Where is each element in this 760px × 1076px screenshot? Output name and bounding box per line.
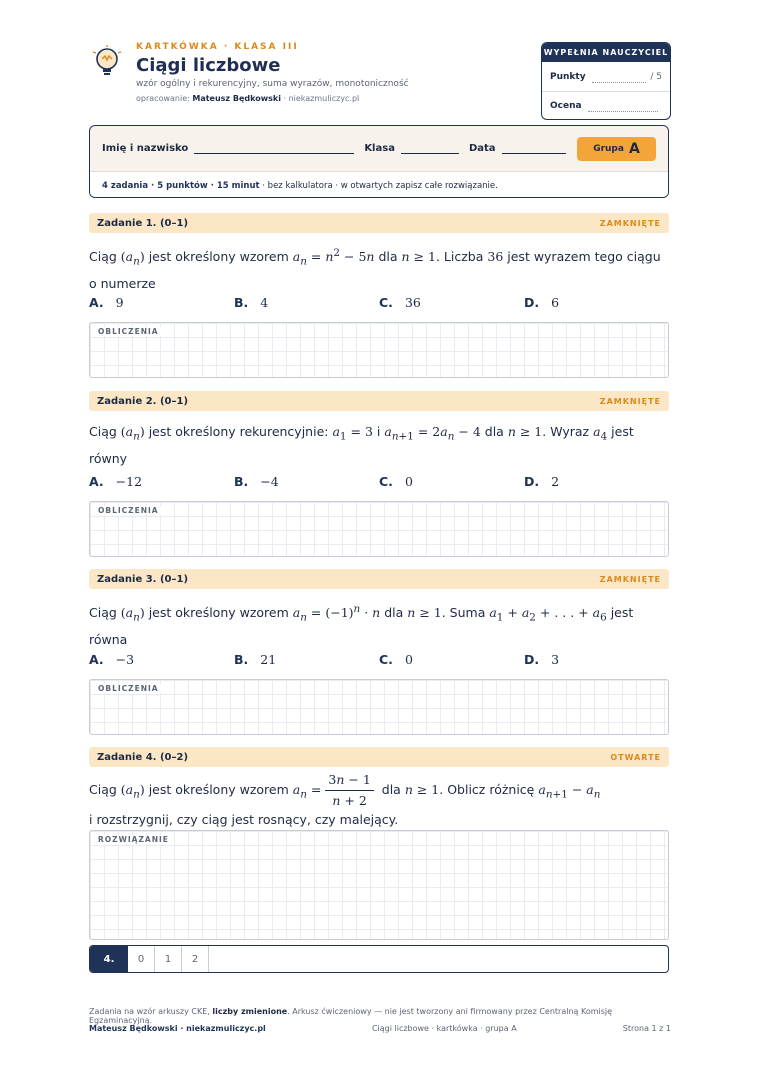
work-area-label: OBLICZENIA (98, 684, 159, 693)
points-row[interactable] (542, 62, 670, 91)
footer-note: Zadania na wzór arkuszy CKE, liczby zmienione. Arkusz ćwiczeniowy — nie jest tworzony ani firmowany przez Centralną Komisję Egzaminacyjną. (89, 1007, 613, 1025)
task-4-type: OTWARTE (610, 752, 661, 762)
byline (136, 94, 526, 103)
answer-option[interactable]: A. −3 (89, 652, 135, 667)
group-letter: A (628, 140, 640, 157)
task-3-title: Zadanie 3. (0–1) (97, 573, 189, 585)
site: · niekazmuliczyc.pl (283, 94, 360, 103)
task-3-work-area[interactable] (89, 679, 669, 735)
fraction: $\frac{3n - 1}{n + 2}$ (325, 772, 373, 809)
byline-prefix: opracowanie: (136, 94, 190, 103)
score-cell[interactable]: 1 (155, 946, 182, 972)
class-field[interactable] (401, 144, 459, 154)
grade-row[interactable] (542, 91, 670, 120)
class-label: Klasa (364, 143, 395, 154)
kicker: KARTKÓWKA · KLASA III (136, 42, 299, 52)
teacher-box-title: WYPEŁNIA NAUCZYCIEL (542, 43, 670, 62)
footer (89, 1024, 671, 1033)
task-3-answers (89, 652, 669, 667)
task-2-work-area[interactable] (89, 501, 669, 557)
header (136, 42, 526, 103)
score-cell[interactable]: 2 (182, 946, 209, 972)
answer-option[interactable]: A. 9 (89, 295, 124, 310)
task-2-stem: Ciąg $(a_n)$ jest określony rekurencyjnie: $a_1 = 3$ i $a_{n+1} = 2a_n - 4$ dla n ≥ 1. Wyraz $a_4$ jest równy (89, 424, 634, 466)
answer-option[interactable]: C. 36 (379, 295, 421, 310)
task-4-work-area[interactable] (89, 830, 669, 940)
date-label: Data (468, 143, 496, 154)
test-info-rest: · bez kalkulatora · w otwartych zapisz całe rozwiązanie. (262, 180, 498, 191)
answer-option[interactable]: C. 0 (379, 652, 413, 667)
footer-brand: Mateusz Będkowski · niekazmuliczyc.pl (89, 1024, 266, 1033)
task-1-header (89, 213, 669, 233)
date-field[interactable] (502, 144, 566, 154)
answer-option[interactable]: B. −4 (234, 474, 279, 489)
footer-center: Ciągi liczbowe · kartkówka · grupa A (371, 1024, 517, 1033)
author: Mateusz Będkowski (192, 94, 281, 103)
answer-option[interactable]: A. −12 (89, 474, 143, 489)
score-row (89, 945, 669, 973)
score-cell[interactable]: 0 (128, 946, 155, 972)
answer-option[interactable]: B. 4 (234, 295, 269, 310)
page-title: Ciągi liczbowe (136, 55, 281, 76)
points-label: Punkty (550, 71, 586, 82)
task-2-title: Zadanie 2. (0–1) (97, 395, 189, 407)
task-1-title: Zadanie 1. (0–1) (97, 217, 189, 229)
grade-field[interactable] (588, 104, 658, 112)
answer-option[interactable]: D. 2 (524, 474, 560, 489)
work-area-label: OBLICZENIA (98, 506, 159, 515)
score-task-label: 4. (90, 946, 128, 972)
student-box (89, 125, 669, 198)
task-3-stem: Ciąg $(a_n)$ jest określony wzorem $a_n = (-1)^n \cdot n$ dla n ≥ 1. Suma $a_1 + a_2$ + . . . + $a_6$ jest równa (89, 603, 634, 647)
task-2-type: ZAMKNIĘTE (599, 396, 661, 406)
work-area-label: ROZWIĄZANIE (98, 835, 169, 844)
subtitle: wzór ogólny i rekurencyjny, suma wyrazów, monotoniczność (136, 79, 409, 89)
test-info-bold: 4 zadania · 5 punktów · 15 minut (102, 180, 260, 191)
task-1-answers (89, 295, 669, 310)
name-label: Imię i nazwisko (102, 143, 189, 154)
answer-option[interactable]: D. 3 (524, 652, 560, 667)
answer-option[interactable]: B. 21 (234, 652, 277, 667)
group-label: Grupa (593, 143, 624, 154)
task-4-title: Zadanie 4. (0–2) (97, 751, 189, 763)
task-3-header (89, 569, 669, 589)
task-2-header (89, 391, 669, 411)
points-max: / 5 (650, 71, 662, 82)
page-number: Strona 1 z 1 (622, 1024, 671, 1033)
task-1-work-area[interactable] (89, 322, 669, 378)
points-field[interactable] (592, 75, 647, 83)
teacher-box (541, 42, 671, 120)
task-3-type: ZAMKNIĘTE (599, 574, 661, 584)
task-2-answers (89, 474, 669, 489)
task-4-header (89, 747, 669, 767)
task-4-stem: Ciąg $(a_n)$ jest określony wzorem $a_n$ = $\frac{3n - 1}{n + 2}$ dla n ≥ 1. Oblicz różnicę $a_{n+1} - a_n$ i rozstrzygnij, czy ciąg jest rosnący, czy malejący. (89, 772, 601, 827)
task-1-type: ZAMKNIĘTE (599, 218, 661, 228)
test-info (90, 171, 668, 198)
work-area-label: OBLICZENIA (98, 327, 159, 336)
grade-label: Ocena (550, 101, 582, 111)
task-1-stem: Ciąg $(a_n)$ jest określony wzorem $a_n = n^2 - 5n$ dla n ≥ 1. Liczba 36 jest wyrazem tego ciągu o numerze (89, 247, 661, 291)
answer-option[interactable]: C. 0 (379, 474, 413, 489)
lightbulb-logo-icon (90, 44, 124, 78)
group-badge (577, 137, 656, 161)
answer-option[interactable]: D. 6 (524, 295, 560, 310)
name-field[interactable] (194, 144, 354, 154)
